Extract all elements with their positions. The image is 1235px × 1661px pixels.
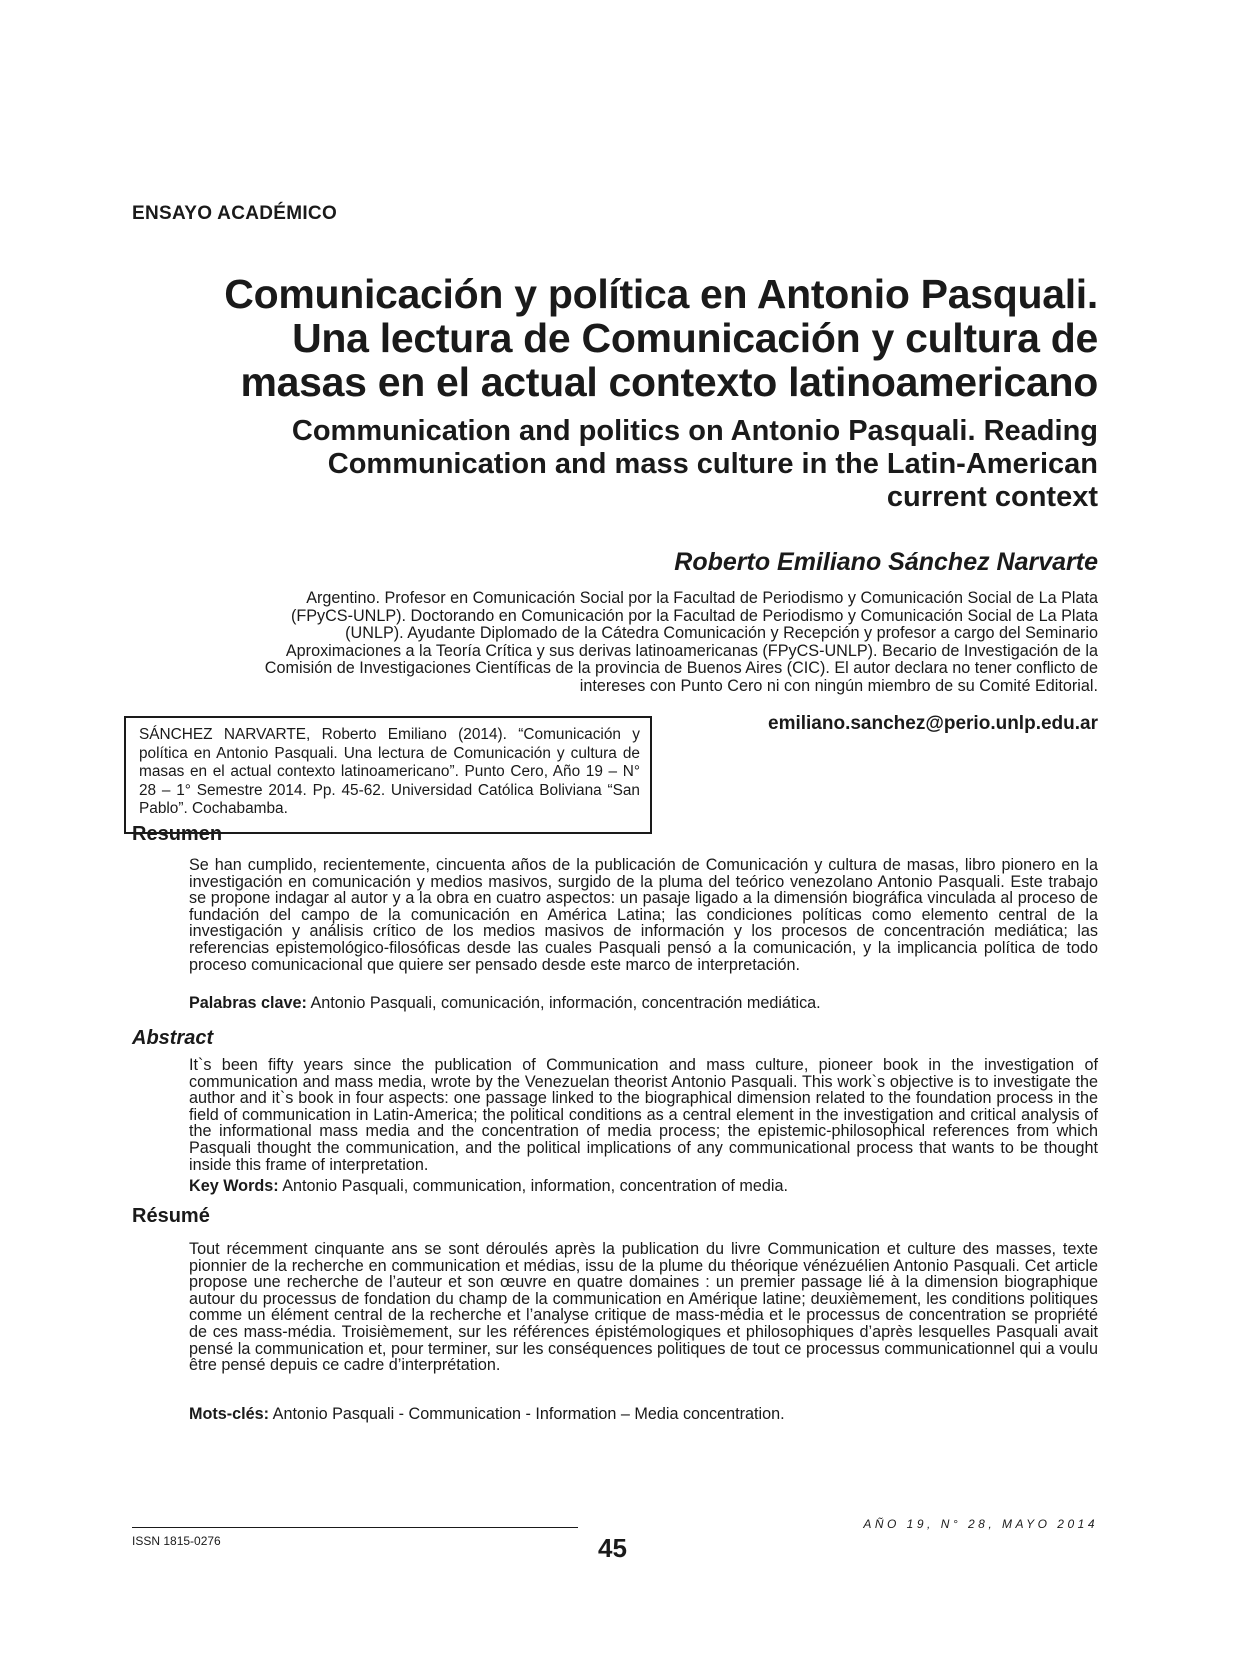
- issue-info: AÑO 19, N° 28, MAYO 2014: [863, 1517, 1098, 1531]
- issn: ISSN 1815-0276: [132, 1534, 221, 1548]
- page-number: 45: [598, 1533, 627, 1563]
- title-en-line: Communication and mass culture in the Latin-American: [327, 448, 1098, 480]
- bio-line: Argentino. Profesor en Comunicación Social por la Facultad de Periodismo y Comunicación Social de La Plata: [306, 589, 1098, 607]
- citation-box: SÁNCHEZ NARVARTE, Roberto Emiliano (2014). “Comunicación y política en Antonio Pasquali. Una lectura de Comunicación y cultura de masas en el actual contexto latinoamericano”. Punto Cero, Año 19 – N° 28 – 1° Semestre 2014. Pp. 45-62. Universidad Católica Boliviana “San Pablo”. Cochabamba.: [124, 716, 652, 834]
- keywords-text: Antonio Pasquali - Communication - Information – Media concentration.: [269, 1405, 785, 1423]
- abstract-heading: Abstract: [132, 1027, 214, 1049]
- bio-line: Aproximaciones a la Teoría Crítica y sus derivas latinoamericanas (FPyCS-UNLP). Becario de Investigación de la: [285, 641, 1098, 660]
- bio-line: intereses con Punto Cero ni con ningún miembro de su Comité Editorial.: [579, 676, 1098, 695]
- resume-heading: Résumé: [132, 1205, 210, 1227]
- article-title-spanish: [120, 272, 1098, 404]
- bio-line: (FPyCS-UNLP). Doctorando en Comunicación por la Facultad de Periodismo y Comunicación Social de La Plata: [290, 606, 1098, 625]
- author-name: Roberto Emiliano Sánchez Narvarte: [674, 548, 1098, 576]
- keywords-label: Palabras clave:: [189, 994, 307, 1012]
- keywords-text: Antonio Pasquali, comunicación, información, concentración mediática.: [306, 994, 821, 1012]
- abstract-keywords: [189, 1177, 788, 1196]
- footer-divider: [132, 1527, 578, 1528]
- title-es-line: Una lectura de Comunicación y cultura de: [292, 315, 1098, 361]
- title-es-line: Comunicación y política en Antonio Pasquali.: [224, 271, 1098, 317]
- bio-line: (UNLP). Ayudante Diplomado de la Cátedra Comunicación y Recepción y profesor a cargo del Seminario: [345, 624, 1098, 643]
- keywords-text: Antonio Pasquali, communication, information, concentration of media.: [278, 1177, 788, 1195]
- title-es-line: masas en el actual contexto latinoamericano: [240, 359, 1098, 405]
- resume-body: Tout récemment cinquante ans se sont déroulés après la publication du livre Communication et culture des masses, texte pionnier de la recherche en communication et médias, issu de la plume du théorique vénézuélien Antonio Pasquali. Cet article propose une recherche de l’auteur et son œuvre en quatre domaines : un premier passage lié à la dimension biographique autour du processus de fondation du champ de la communication en Amérique latine; deuxièmement, les conditions politiques comme un élément central de la recherche et l’analyse critique de mass-média et le processus de concentration se propriété de ces mass-média. Troisièmement, sur les références épistémologiques et philosophiques d’après lesquelles Pasquali avait pensé la communication et, pour terminer, sur les conséquences politiques de tout ce processus communicationnel qui a voulu être pensé depuis ce cadre d’interprétation.: [189, 1240, 1098, 1375]
- resumen-body: Se han cumplido, recientemente, cincuenta años de la publicación de Comunicación y cultura de masas, libro pionero en la investigación en comunicación y medios masivos, surgido de la pluma del teórico venezolano Antonio Pasquali. Este trabajo se propone indagar al autor y a la obra en cuatro aspectos: un pasaje ligado a la dimensión biográfica vinculada al proceso de fundación del campo de la comunicación en América Latina; las condiciones políticas como elemento central de la investigación y análisis crítico de los medios masivos de información y los procesos de concentración mediática; las referencias epistemológico-filosóficas desde las cuales Pasquali pensó a la comunicación, y la implicancia política de todo proceso comunicacional que quiere ser pensado desde este marco de interpretación.: [189, 856, 1098, 974]
- article-title-english: [180, 415, 1098, 514]
- author-email[interactable]: emiliano.sanchez@perio.unlp.edu.ar: [768, 713, 1098, 734]
- resumen-heading: Resumen: [132, 823, 223, 845]
- title-en-line: Communication and politics on Antonio Pasquali. Reading: [291, 415, 1098, 447]
- author-bio: [150, 590, 1098, 696]
- keywords-label: Mots-clés:: [189, 1405, 270, 1423]
- abstract-body: It`s been fifty years since the publication of Communication and mass culture, pioneer book in the investigation of communication and mass media, wrote by the Venezuelan theorist Antonio Pasquali. This work`s objective is to investigate the author and it`s book in four aspects: one passage linked to the biographical dimension related to the foundation process in the field of communication in Latin-America; the political conditions as a central element in the investigation and critical analysis of the informational mass media and the concentration of media process; the epistemic-philosophical references from which Pasquali thought the communication, and the political implications of any communicational process that wants to be thought inside this frame of interpretation.: [189, 1056, 1098, 1174]
- bio-line: Comisión de Investigaciones Científicas de la provincia de Buenos Aires (CIC). El autor declara no tener conflicto de: [264, 659, 1098, 678]
- resume-keywords: [189, 1405, 785, 1424]
- resumen-keywords: [189, 994, 821, 1013]
- section-label: ENSAYO ACADÉMICO: [132, 203, 338, 224]
- keywords-label: Key Words:: [189, 1177, 279, 1195]
- title-en-line: current context: [886, 481, 1098, 513]
